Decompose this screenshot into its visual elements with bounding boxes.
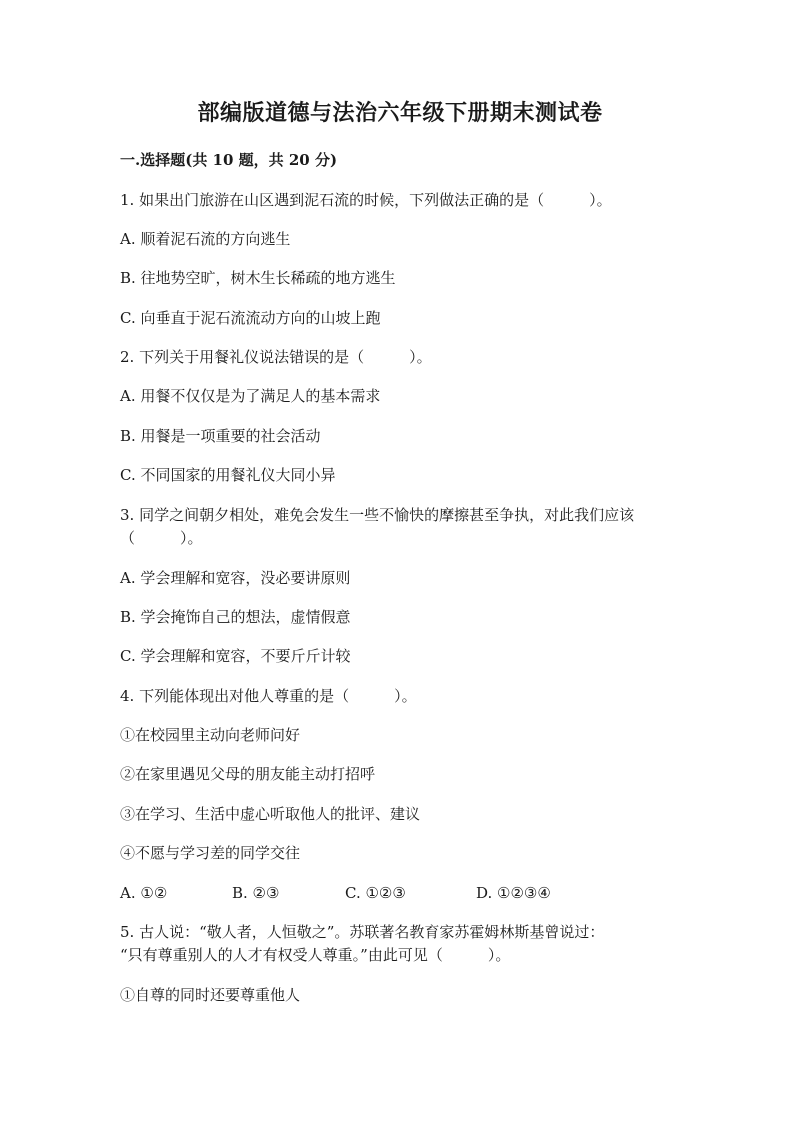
question-4-item-1: ①在校园里主动向老师问好	[120, 726, 301, 744]
question-5-stem-line-2: “只有尊重别人的人才有权受人尊重。”由此可见（ ）。	[120, 946, 511, 964]
question-1-option-a: A. 顺着泥石流的方向逃生	[120, 230, 291, 248]
question-5-item-1: ①自尊的同时还要尊重他人	[120, 986, 301, 1004]
question-4-option-b: B. ②③	[232, 884, 280, 902]
page-title: 部编版道德与法治六年级下册期末测试卷	[197, 100, 603, 126]
question-2-option-b: B. 用餐是一项重要的社会活动	[120, 427, 321, 445]
question-3-option-a: A. 学会理解和宽容，没必要讲原则	[120, 569, 351, 587]
question-1-option-c: C. 向垂直于泥石流流动方向的山坡上跑	[120, 309, 381, 327]
question-5-stem-line-1: 5. 古人说：“敬人者，人恒敬之”。苏联著名教育家苏霍姆林斯基曾说过：	[120, 923, 605, 941]
question-3-option-b: B. 学会掩饰自己的想法，虚情假意	[120, 608, 351, 626]
question-2-option-c: C. 不同国家的用餐礼仪大同小异	[120, 466, 336, 484]
section-heading: 一.选择题(共 10 题，共 20 分)	[120, 151, 338, 169]
question-4-option-a: A. ①②	[120, 884, 168, 902]
question-4-item-4: ④不愿与学习差的同学交往	[120, 844, 301, 862]
question-3-stem-line-2: （ ）。	[120, 529, 203, 547]
question-1-option-b: B. 往地势空旷，树木生长稀疏的地方逃生	[120, 269, 396, 287]
question-4-option-c: C. ①②③	[345, 884, 406, 902]
question-2-option-a: A. 用餐不仅仅是为了满足人的基本需求	[120, 387, 381, 405]
question-3-stem-line-1: 3. 同学之间朝夕相处，难免会发生一些不愉快的摩擦甚至争执，对此我们应该	[120, 506, 635, 524]
question-4-item-3: ③在学习、生活中虚心听取他人的批评、建议	[120, 805, 421, 823]
question-1-stem: 1. 如果出门旅游在山区遇到泥石流的时候，下列做法正确的是（ ）。	[120, 191, 612, 209]
question-3-option-c: C. 学会理解和宽容，不要斤斤计较	[120, 647, 351, 665]
question-4-item-2: ②在家里遇见父母的朋友能主动打招呼	[120, 765, 376, 783]
question-4-option-d: D. ①②③④	[476, 884, 551, 902]
question-2-stem: 2. 下列关于用餐礼仪说法错误的是（ ）。	[120, 348, 432, 366]
question-4-stem: 4. 下列能体现出对他人尊重的是（ ）。	[120, 687, 417, 705]
